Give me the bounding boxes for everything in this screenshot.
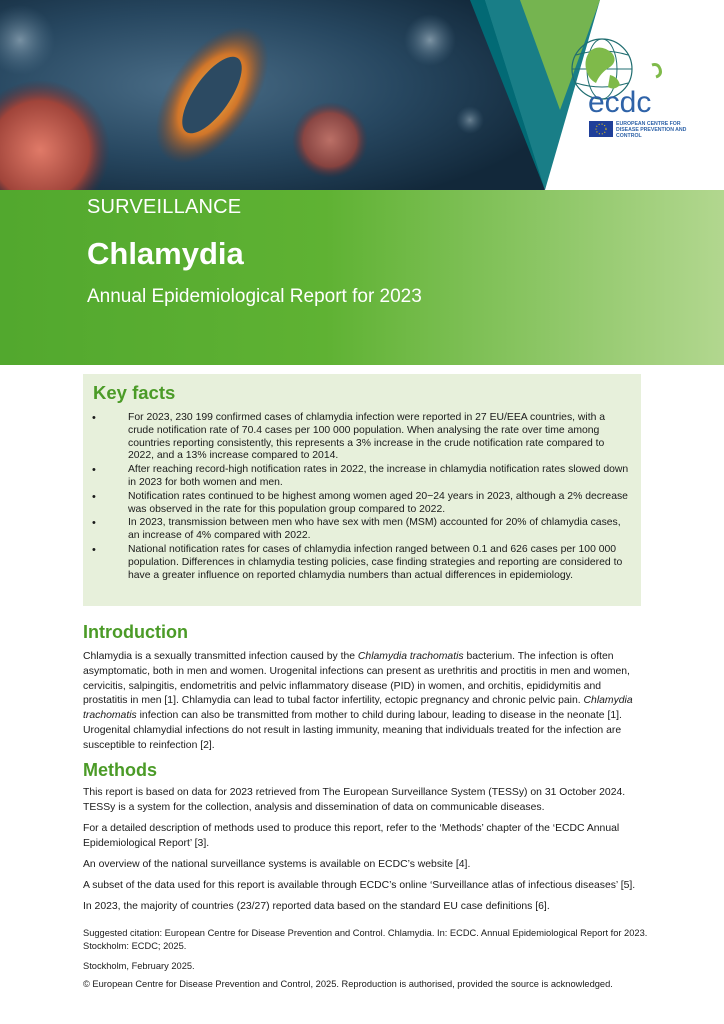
agency-name: EUROPEAN CENTRE FOR DISEASE PREVENTION AND CONTROL — [616, 121, 687, 139]
key-fact-item: • For 2023, 230 199 confirmed cases of chlamydia infection were reported in 27 EU/EEA countries, with a crude notification rate of 70.4 cases per 100 000 population. When analysing the rate over time among countries reporting consistently, this represents a 3% increase in the crude notification rate compared to 2022, and a 13% increase compared to 2014. — [83, 412, 641, 463]
introduction-heading: Introduction — [83, 622, 188, 642]
methods-paragraph: This report is based on data for 2023 retrieved from The European Surveillance System (TESSy) on 31 October 2024. TESSy is a system for the collection, analysis and dissemination of data on communicable diseases. — [83, 787, 626, 813]
key-fact-item: • National notification rates for cases of chlamydia infection ranged between 0.1 and 626 cases per 100 000 population. Differences in chlamydia testing policies, case finding strategies and reporting are considered to have a greater influence on reported chlamydia numbers than actual differences in epidemiology. — [83, 544, 641, 582]
methods-heading: Methods — [83, 760, 157, 780]
report-title: Chlamydia — [87, 236, 244, 271]
section-label: SURVEILLANCE — [87, 196, 242, 218]
introduction-paragraph: Chlamydia is a sexually transmitted infection caused by the Chlamydia trachomatis bacterium. The infection is often asymptomatic, both in men and women. Urogenital infections can present as urethritis and proctitis in men and women, cervicitis, salpingitis, endometritis and pelvic inflammatory disease (PID) in women, and orchitis, epididymitis and prostatitis in men [1]. Chlamydia can lead to tubal factor infertility, ectopic pregnancy and chronic pelvic pain. Chlamydia trachomatis infection can also be transmitted from mother to child during labour, leading to disease in the neonate [1]. Urogenital chlamydial infections do not result in lasting immunity, meaning that individuals treated for the infection are susceptible to reinfection [2]. — [83, 651, 633, 751]
suggested-citation: Suggested citation: European Centre for Disease Prevention and Control. Chlamydia. In: ECDC. Annual Epidemiological Report for 2023. Stockholm: ECDC; 2025. — [83, 928, 648, 951]
key-fact-item: • In 2023, transmission between men who have sex with men (MSM) accounted for 20% of chlamydia cases, an increase of 4% compared with 2022. — [83, 517, 641, 543]
report-header — [0, 0, 724, 365]
key-facts-list — [83, 412, 641, 583]
key-facts-heading: Key facts — [93, 382, 176, 403]
report-subtitle: Annual Epidemiological Report for 2023 — [87, 286, 422, 307]
methods-paragraph: An overview of the national surveillance systems is available on ECDC’s website [4]. — [83, 859, 471, 870]
copyright-notice: © European Centre for Disease Prevention and Control, 2025. Reproduction is authorised, provided the source is acknowledged. — [83, 979, 613, 989]
methods-paragraph: In 2023, the majority of countries (23/27) reported data based on the standard EU case definitions [6]. — [83, 901, 550, 912]
key-fact-item: • After reaching record-high notification rates in 2022, the increase in chlamydia notification rates slowed down in 2023 for both women and men. — [83, 464, 641, 490]
key-facts-box — [83, 374, 641, 606]
place-date: Stockholm, February 2025. — [83, 961, 195, 971]
methods-paragraph: A subset of the data used for this report is available through ECDC’s online ‘Surveillance atlas of infectious diseases’ [5]. — [83, 880, 636, 891]
ecdc-logo — [560, 35, 690, 145]
methods-paragraph: For a detailed description of methods used to produce this report, refer to the ‘Methods’ chapter of the ‘ECDC Annual Epidemiological Report’ [3]. — [83, 823, 620, 849]
ecdc-wordmark: ecdc — [588, 86, 652, 119]
key-fact-item: • Notification rates continued to be highest among women aged 20−24 years in 2023, although a 2% decrease was observed in the rate for this population group compared to 2022. — [83, 491, 641, 517]
